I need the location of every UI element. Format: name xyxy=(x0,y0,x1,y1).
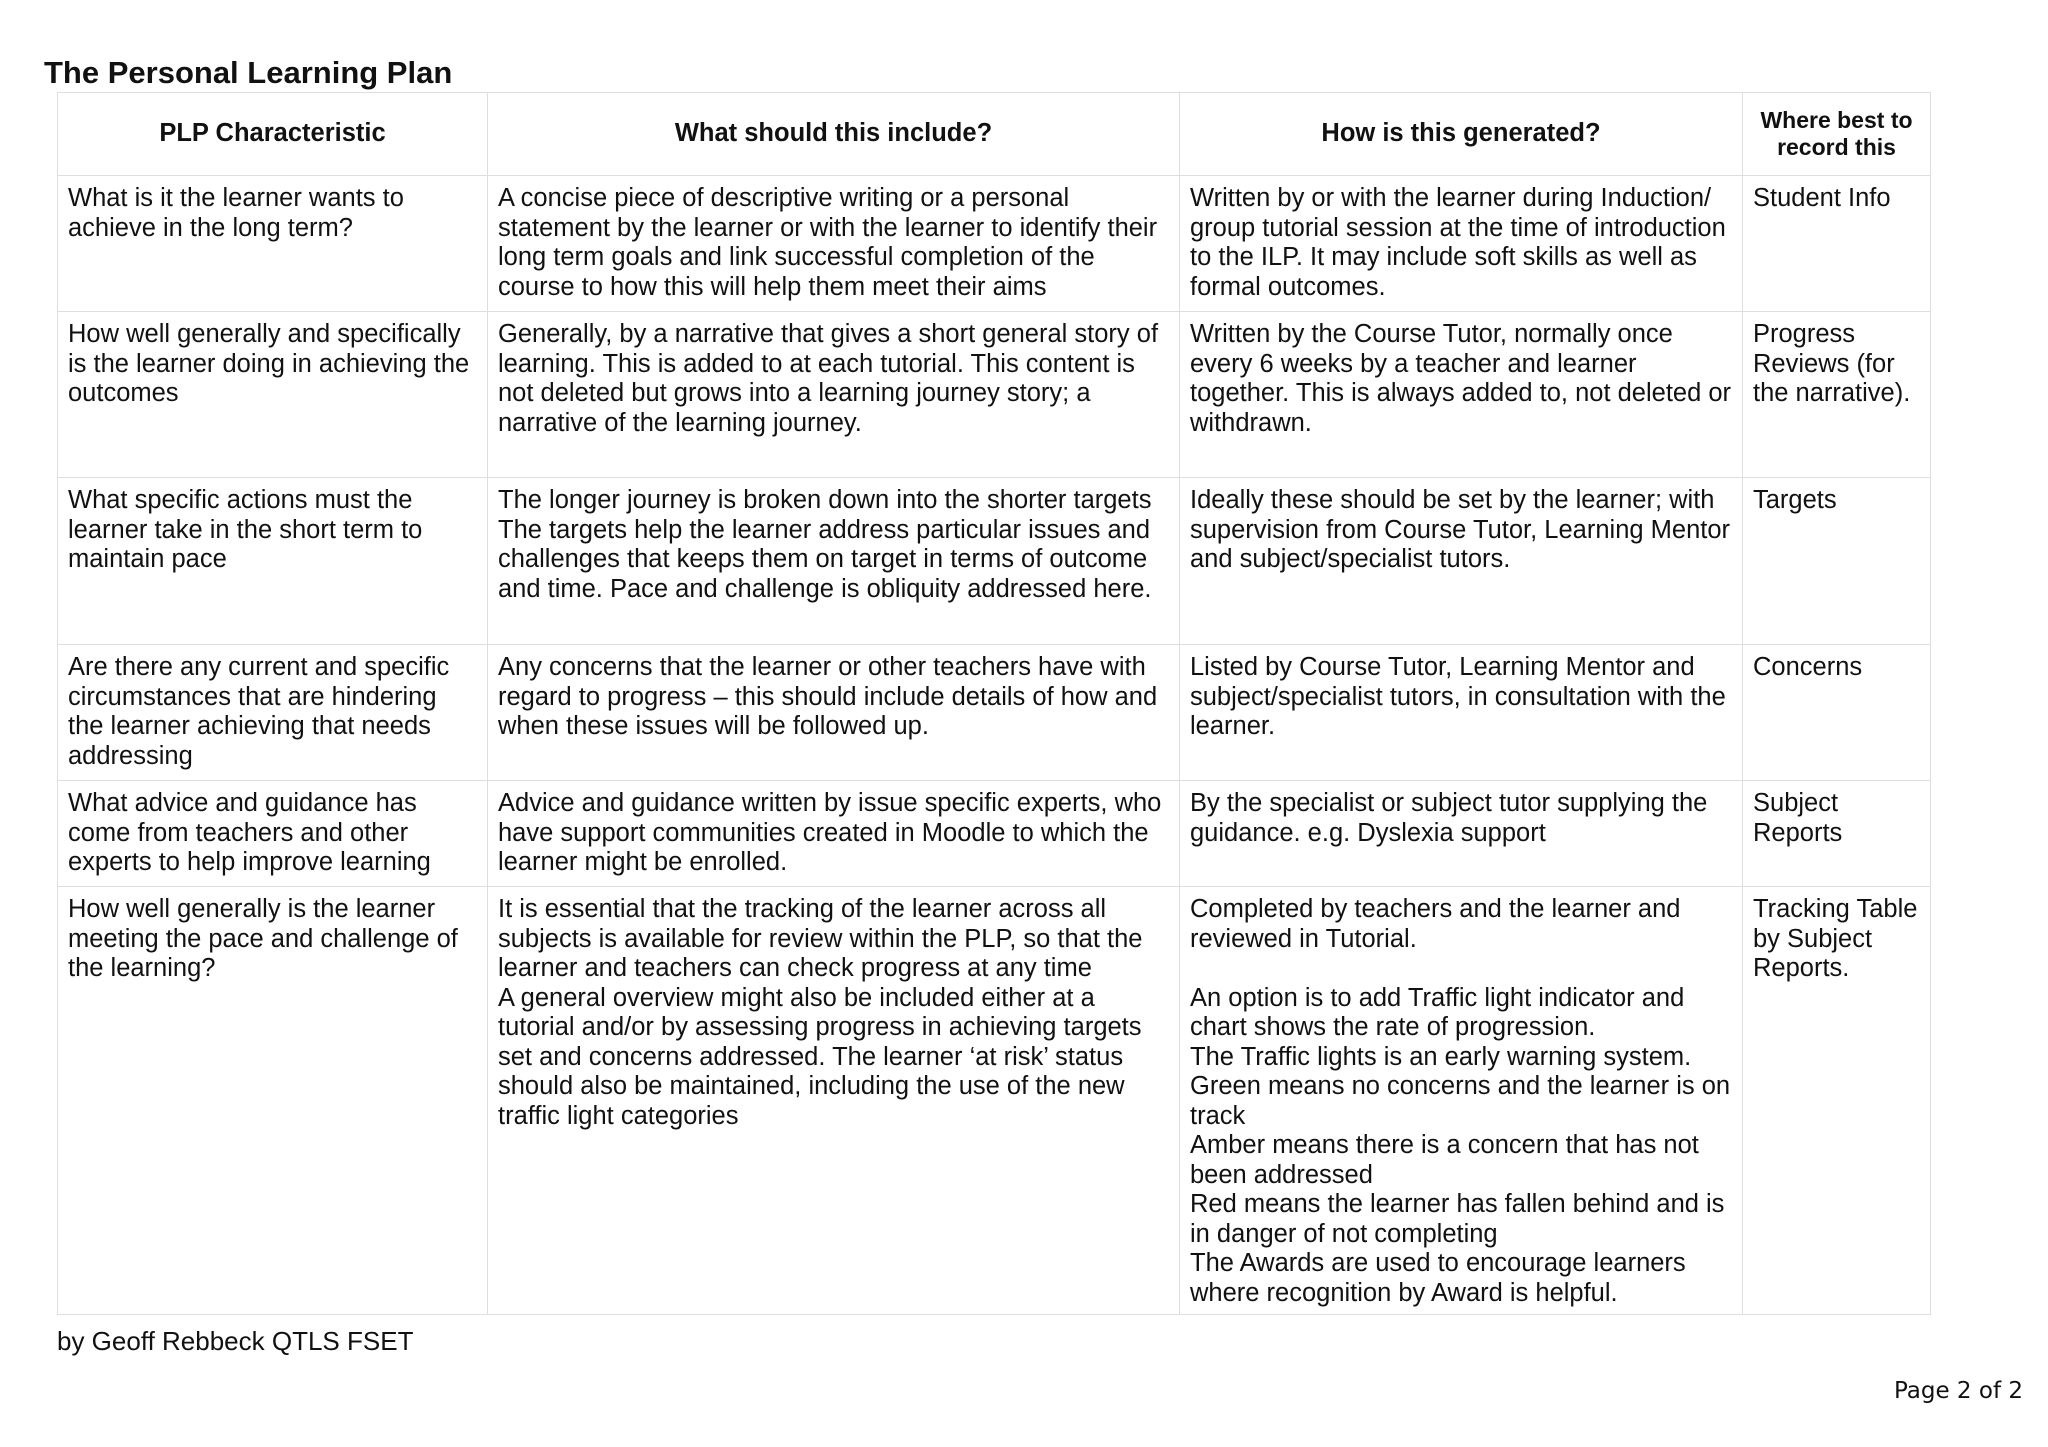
cell-record: Progress Reviews (for the narrative). xyxy=(1743,312,1931,478)
cell-include: A concise piece of descriptive writing or a personal statement by the learner or with the learner to identify their long term goals and link successful completion of the course to how this will help them meet their aims xyxy=(488,176,1180,312)
cell-record: Tracking Table by Subject Reports. xyxy=(1743,887,1931,1315)
table-row xyxy=(58,176,1931,312)
table-row xyxy=(58,312,1931,478)
cell-characteristic: How well generally and specifically is the learner doing in achieving the outcomes xyxy=(58,312,488,478)
cell-include: Generally, by a narrative that gives a short general story of learning. This is added to at each tutorial. This content is not deleted but grows into a learning journey story; a narrative of the learning journey. xyxy=(488,312,1180,478)
table-row xyxy=(58,781,1931,887)
cell-include: Any concerns that the learner or other teachers have with regard to progress – this should include details of how and when these issues will be followed up. xyxy=(488,645,1180,781)
table-row xyxy=(58,887,1931,1315)
cell-record: Subject Reports xyxy=(1743,781,1931,887)
header-where-to-record: Where best to record this xyxy=(1743,93,1931,176)
cell-generated: Written by the Course Tutor, normally once every 6 weeks by a teacher and learner together. This is always added to, not deleted or withdrawn. xyxy=(1180,312,1743,478)
cell-generated: Written by or with the learner during Induction/ group tutorial session at the time of introduction to the ILP. It may include soft skills as well as formal outcomes. xyxy=(1180,176,1743,312)
cell-record: Targets xyxy=(1743,478,1931,645)
cell-include: The longer journey is broken down into the shorter targets The targets help the learner address particular issues and challenges that keeps them on target in terms of outcome and time. Pace and challenge is obliquity addressed here. xyxy=(488,478,1180,645)
cell-characteristic: How well generally is the learner meeting the pace and challenge of the learning? xyxy=(58,887,488,1315)
cell-generated: Ideally these should be set by the learner; with supervision from Course Tutor, Learning Mentor and subject/specialist tutors. xyxy=(1180,478,1743,645)
cell-generated: Completed by teachers and the learner and reviewed in Tutorial. An option is to add Traffic light indicator and chart shows the rate of progression. The Traffic lights is an early warning system. Green means no concerns and the learner is on track Amber means there is a concern that has not been addressed Red means the learner has fallen behind and is in danger of not completing The Awards are used to encourage learners where recognition by Award is helpful. xyxy=(1180,887,1743,1315)
cell-characteristic: What specific actions must the learner take in the short term to maintain pace xyxy=(58,478,488,645)
table-header xyxy=(58,93,1931,176)
table-body xyxy=(58,176,1931,1315)
cell-include: Advice and guidance written by issue specific experts, who have support communities created in Moodle to which the learner might be enrolled. xyxy=(488,781,1180,887)
cell-generated: By the specialist or subject tutor supplying the guidance. e.g. Dyslexia support xyxy=(1180,781,1743,887)
cell-record: Concerns xyxy=(1743,645,1931,781)
cell-characteristic: What is it the learner wants to achieve in the long term? xyxy=(58,176,488,312)
cell-characteristic: What advice and guidance has come from teachers and other experts to help improve learning xyxy=(58,781,488,887)
header-row xyxy=(58,93,1931,176)
table-row xyxy=(58,478,1931,645)
page-number: Page 2 of 2 xyxy=(1893,1378,2023,1404)
author-credit: by Geoff Rebbeck QTLS FSET xyxy=(57,1326,414,1356)
plp-table xyxy=(57,92,1931,1315)
header-how-generated: How is this generated? xyxy=(1180,93,1743,176)
cell-generated: Listed by Course Tutor, Learning Mentor and subject/specialist tutors, in consultation with the learner. xyxy=(1180,645,1743,781)
cell-record: Student Info xyxy=(1743,176,1931,312)
cell-characteristic: Are there any current and specific circumstances that are hindering the learner achieving that needs addressing xyxy=(58,645,488,781)
page-title: The Personal Learning Plan xyxy=(44,55,453,90)
header-plp-characteristic: PLP Characteristic xyxy=(58,93,488,176)
table-row xyxy=(58,645,1931,781)
header-what-should-include: What should this include? xyxy=(488,93,1180,176)
cell-include: It is essential that the tracking of the learner across all subjects is available for review within the PLP, so that the learner and teachers can check progress at any time A general overview might also be included either at a tutorial and/or by assessing progress in achieving targets set and concerns addressed. The learner ‘at risk’ status should also be maintained, including the use of the new traffic light categories xyxy=(488,887,1180,1315)
